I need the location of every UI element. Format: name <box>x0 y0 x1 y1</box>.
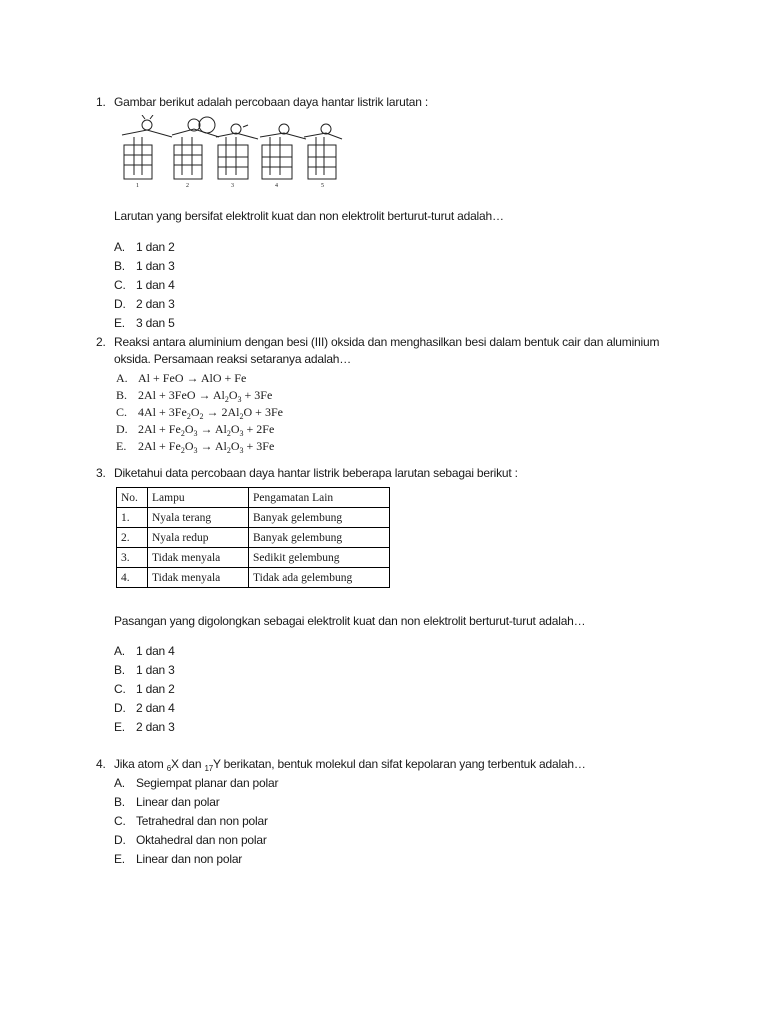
q4-text <box>114 757 586 771</box>
apparatus-5 <box>304 124 342 179</box>
option-text: Tetrahedral dan non polar <box>136 814 268 828</box>
table-row <box>117 528 390 548</box>
option-formula: $2Al + 3FeO \to Al_2O_3 + 3Fe$ <box>138 388 273 404</box>
option-letter: E. <box>114 720 125 734</box>
option-text: 1 dan 4 <box>136 644 175 658</box>
q2-text-line1: Reaksi antara aluminium dengan besi (III) oksida dan menghasilkan besi dalam bentuk cair dan aluminium <box>114 335 660 349</box>
option-text: 2 dan 3 <box>136 297 175 311</box>
table-cell: Banyak gelembung <box>249 508 390 528</box>
table-header: No. <box>117 488 148 508</box>
table-cell: Tidak menyala <box>148 548 249 568</box>
option-letter: E. <box>114 316 125 330</box>
option-letter: B. <box>116 388 128 402</box>
option-letter: D. <box>114 701 126 715</box>
q3-data-table <box>116 487 390 588</box>
option-text: 2 dan 4 <box>136 701 175 715</box>
q1-text: Gambar berikut adalah percobaan daya hantar listrik larutan : <box>114 95 428 109</box>
table-header: Lampu <box>148 488 249 508</box>
q4-text-a: Jika atom <box>114 757 167 771</box>
q2-number: 2. <box>96 335 106 349</box>
table-cell: Nyala redup <box>148 528 249 548</box>
fig-label-5: 5 <box>321 183 324 189</box>
atom-y: Y <box>212 757 221 771</box>
table-cell: Banyak gelembung <box>249 528 390 548</box>
option-text: Linear dan non polar <box>136 852 243 866</box>
option-letter: A. <box>114 644 125 658</box>
fig-label-2: 2 <box>186 183 189 189</box>
option-letter: D. <box>114 833 126 847</box>
option-letter: A. <box>114 776 125 790</box>
option-formula: $2Al + Fe_2O_3 \to Al_2O_3 + 2Fe$ <box>138 422 275 438</box>
q4-text-b: dan <box>178 757 205 771</box>
table-row <box>117 508 390 528</box>
table-cell: Tidak menyala <box>148 568 249 588</box>
fig-label-1: 1 <box>136 183 139 189</box>
q1-number: 1. <box>96 95 106 109</box>
option-text: 1 dan 3 <box>136 259 175 273</box>
option-letter: C. <box>114 814 126 828</box>
option-text: Segiempat planar dan polar <box>136 776 279 790</box>
option-text: 3 dan 5 <box>136 316 175 330</box>
table-header-row <box>117 488 390 508</box>
option-letter: D. <box>116 422 128 436</box>
table-cell: Sedikit gelembung <box>249 548 390 568</box>
option-text: 1 dan 3 <box>136 663 175 677</box>
fig-label-3: 3 <box>231 183 234 189</box>
atom-x-number: 6 <box>166 764 171 773</box>
option-letter: C. <box>116 405 128 419</box>
option-text: Oktahedral dan non polar <box>136 833 267 847</box>
option-text: 1 dan 2 <box>136 240 175 254</box>
apparatus-2 <box>172 117 219 179</box>
table-cell: 2. <box>117 528 148 548</box>
option-letter: E. <box>114 852 125 866</box>
option-letter: B. <box>114 663 125 677</box>
option-formula: $2Al + Fe_2O_3 \to Al_2O_3 + 3Fe$ <box>138 439 275 455</box>
atom-y-number: 17 <box>204 764 213 773</box>
option-letter: E. <box>116 439 127 453</box>
fig-label-4: 4 <box>275 183 278 189</box>
option-letter: B. <box>114 259 125 273</box>
option-letter: A. <box>116 371 128 385</box>
q2-text-line2: oksida. Persamaan reaksi setaranya adalah… <box>114 352 352 366</box>
option-letter: C. <box>114 278 126 292</box>
option-text: 1 dan 4 <box>136 278 175 292</box>
q3-text: Diketahui data percobaan daya hantar listrik beberapa larutan sebagai berikut : <box>114 466 518 480</box>
table-cell: 1. <box>117 508 148 528</box>
q4-text-c: berikatan, bentuk molekul dan sifat kepolaran yang terbentuk adalah… <box>220 757 586 771</box>
table-cell: 4. <box>117 568 148 588</box>
option-formula: Al + FeO → AlO + Fe <box>138 371 247 385</box>
q3-number: 3. <box>96 466 106 480</box>
apparatus-1 <box>122 115 172 179</box>
option-text: 2 dan 3 <box>136 720 175 734</box>
option-text: Linear dan polar <box>136 795 220 809</box>
q1-question: Larutan yang bersifat elektrolit kuat dan non elektrolit berturut-turut adalah… <box>114 209 504 223</box>
option-letter: C. <box>114 682 126 696</box>
apparatus-3 <box>216 124 258 179</box>
atom-x: X <box>170 757 179 771</box>
table-cell: Tidak ada gelembung <box>249 568 390 588</box>
table-cell: 3. <box>117 548 148 568</box>
table-cell: Nyala terang <box>148 508 249 528</box>
table-row <box>117 548 390 568</box>
option-text: 1 dan 2 <box>136 682 175 696</box>
option-letter: B. <box>114 795 125 809</box>
q1-apparatus-figure <box>112 115 344 191</box>
option-formula: $4Al + 3Fe_2O_2 \to 2Al_2O + 3Fe$ <box>138 405 283 421</box>
table-row <box>117 568 390 588</box>
q3-question: Pasangan yang digolongkan sebagai elektrolit kuat dan non elektrolit berturut-turut adalah… <box>114 614 586 628</box>
option-letter: D. <box>114 297 126 311</box>
apparatus-4 <box>260 124 306 179</box>
table-header: Pengamatan Lain <box>249 488 390 508</box>
option-letter: A. <box>114 240 125 254</box>
q4-number: 4. <box>96 757 106 771</box>
